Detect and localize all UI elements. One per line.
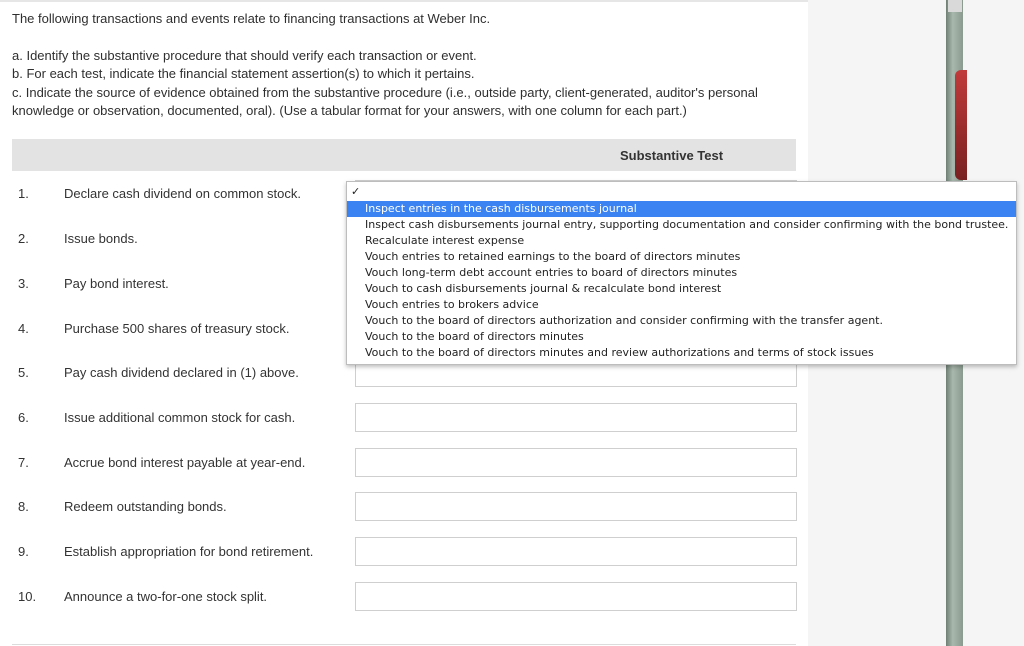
- option-label: Vouch entries to retained earnings to the board of directors minutes: [365, 250, 741, 263]
- substantive-test-select-10[interactable]: [355, 582, 797, 611]
- instruction-a: a. Identify the substantive procedure that should verify each transaction or event.: [12, 48, 477, 63]
- substantive-test-select-6[interactable]: [355, 403, 797, 432]
- row-number: 10.: [18, 589, 37, 604]
- row-number: 3.: [18, 276, 29, 291]
- top-divider: [0, 0, 808, 2]
- instruction-c-continued: knowledge or observation, documented, oral). (Use a tabular format for your answers, with one column for each part.): [12, 103, 687, 118]
- row-number: 6.: [18, 410, 29, 425]
- transaction-description: Redeem outstanding bonds.: [64, 499, 227, 514]
- dropdown-option[interactable]: [347, 297, 1016, 313]
- transaction-description: Pay cash dividend declared in (1) above.: [64, 365, 299, 380]
- question-intro: The following transactions and events relate to financing transactions at Weber Inc.: [12, 11, 491, 26]
- transaction-description: Establish appropriation for bond retirement.: [64, 544, 314, 559]
- transaction-description: Issue additional common stock for cash.: [64, 410, 296, 425]
- dropdown-option[interactable]: [347, 201, 1016, 217]
- transaction-description: Pay bond interest.: [64, 276, 169, 291]
- dropdown-option[interactable]: [347, 233, 1016, 249]
- scrollbar-thumb[interactable]: [948, 0, 962, 12]
- option-label: Vouch to the board of directors minutes and review authorizations and terms of stock issues: [365, 346, 874, 359]
- option-label: Inspect cash disbursements journal entry, supporting documentation and consider confirming with the bond trustee.: [365, 218, 1009, 231]
- substantive-test-dropdown-list[interactable]: [346, 181, 1017, 365]
- dropdown-option[interactable]: [347, 217, 1016, 233]
- transaction-description: Announce a two-for-one stock split.: [64, 589, 268, 604]
- option-label: Vouch to cash disbursements journal & recalculate bond interest: [365, 282, 722, 295]
- transaction-description: Purchase 500 shares of treasury stock.: [64, 321, 290, 336]
- option-label: Recalculate interest expense: [365, 234, 525, 247]
- table-bottom-divider: [12, 644, 796, 645]
- row-number: 4.: [18, 321, 29, 336]
- column-header-substantive-test: Substantive Test: [620, 148, 724, 163]
- dropdown-option[interactable]: [347, 345, 1016, 361]
- checkmark-icon: ✓: [351, 185, 361, 198]
- instruction-c: c. Indicate the source of evidence obtained from the substantive procedure (i.e., outside party, client-generated, auditor's personal: [12, 85, 758, 100]
- dropdown-option[interactable]: [347, 313, 1016, 329]
- option-label: Inspect entries in the cash disbursements journal: [365, 202, 637, 215]
- row-number: 8.: [18, 499, 29, 514]
- background-decoration: [955, 70, 967, 180]
- dropdown-option[interactable]: [347, 281, 1016, 297]
- instruction-b: b. For each test, indicate the financial statement assertion(s) to which it pertains.: [12, 66, 475, 81]
- row-number: 7.: [18, 455, 29, 470]
- option-label: Vouch long-term debt account entries to board of directors minutes: [365, 266, 738, 279]
- substantive-test-select-8[interactable]: [355, 492, 797, 521]
- transaction-description: Issue bonds.: [64, 231, 138, 246]
- transaction-description: Declare cash dividend on common stock.: [64, 186, 302, 201]
- substantive-test-select-9[interactable]: [355, 537, 797, 566]
- row-number: 2.: [18, 231, 29, 246]
- substantive-test-select-7[interactable]: [355, 448, 797, 477]
- option-label: Vouch to the board of directors authorization and consider confirming with the transfer agent.: [365, 314, 883, 327]
- row-number: 1.: [18, 186, 29, 201]
- dropdown-option[interactable]: [347, 329, 1016, 345]
- dropdown-option[interactable]: [347, 265, 1016, 281]
- row-number: 5.: [18, 365, 29, 380]
- option-label: Vouch entries to brokers advice: [365, 298, 539, 311]
- row-number: 9.: [18, 544, 29, 559]
- dropdown-option[interactable]: [347, 249, 1016, 265]
- option-label: Vouch to the board of directors minutes: [365, 330, 584, 343]
- transaction-description: Accrue bond interest payable at year-end.: [64, 455, 306, 470]
